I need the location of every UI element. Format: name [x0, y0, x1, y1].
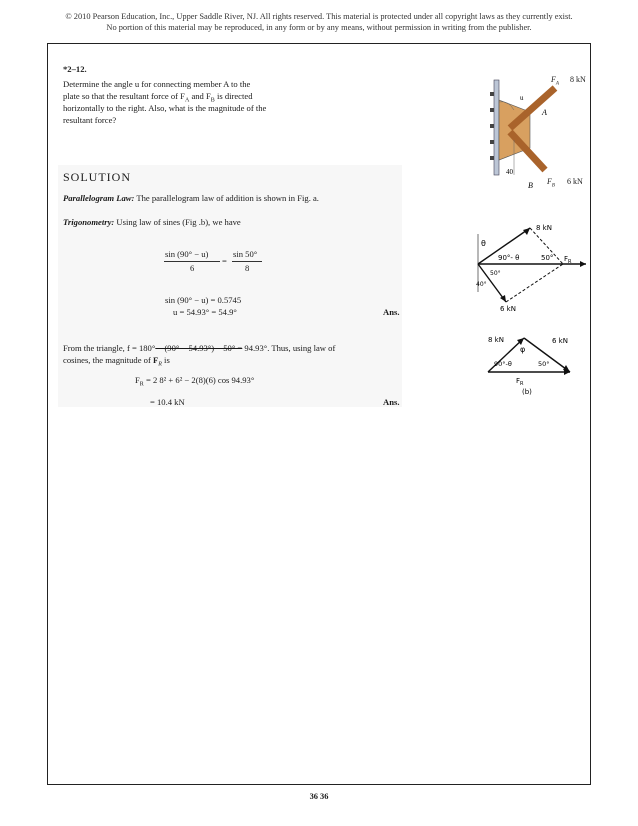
eq4: $F_R = 2$ 8² + 6² − 2(8)(6) cos 94.93°: [135, 375, 255, 388]
page-number: 36 36: [309, 792, 329, 801]
eq1-equals: =: [222, 256, 227, 266]
theta-label: θ: [481, 239, 486, 248]
angle-40-label: 40: [506, 168, 513, 176]
6kn-label: 6 kN: [500, 305, 516, 312]
caption-b: (b): [522, 388, 532, 396]
b-90-theta-label: 90°-θ: [494, 360, 512, 368]
8kn-label: 8 kN: [536, 224, 552, 232]
copyright-line-1: © 2010 Pearson Education, Inc., Upper Saddle River, NJ. All rights reserved. This material is protected under all copyright laws as they currently exist.: [65, 12, 573, 21]
eq1-num-right: sin 50°: [233, 249, 258, 259]
eq3: u = 54.93° = 54.9°: [173, 307, 237, 317]
40-label: 40°: [476, 281, 487, 288]
eq5: = 10.4 kN: [150, 397, 185, 407]
problem-text-line-4: resultant force?: [63, 115, 117, 125]
triangle-text-line-2: cosines, the magnitude of $F_R$ is: [63, 355, 170, 368]
eq1-num-left: sin (90° − u): [165, 249, 209, 259]
phi-label: φ: [520, 345, 526, 354]
fb-label: $F_B$: [547, 177, 555, 189]
a-label: A: [542, 108, 547, 117]
90-theta-label: 90°- θ: [498, 254, 520, 262]
u-label: u: [520, 94, 524, 102]
b-6kn-label: 6 kN: [552, 337, 568, 345]
problem-text-line-2: plate so that the resultant force of $F_A$ and $F_B$ is directed: [63, 91, 253, 104]
ans-label-1: Ans.: [383, 307, 400, 317]
figure-b-triangle: [472, 328, 590, 400]
b-fr-label: $F_R$: [516, 377, 524, 387]
problem-text-line-1: Determine the angle u for connecting member A to the: [63, 79, 251, 89]
eq2: sin (90° − u) = 0.5745: [165, 295, 242, 305]
problem-number: *2–12.: [63, 64, 87, 74]
50-label: 50°: [541, 254, 554, 262]
problem-text-line-3: horizontally to the right. Also, what is the magnitude of the: [63, 103, 267, 113]
solution-heading: SOLUTION: [63, 170, 131, 184]
fb-magnitude: 6 kN: [567, 177, 583, 186]
fa-magnitude: 8 kN: [570, 75, 586, 84]
b-label: B: [528, 181, 533, 190]
copyright-line-2: No portion of this material may be reproduced, in any form or by any means, without permission in writing from the publisher.: [106, 23, 532, 32]
fr-label: $F_R$: [564, 255, 572, 265]
b-8kn-label: 8 kN: [488, 336, 504, 344]
eq1-den-right: 8: [245, 263, 250, 273]
fa-label: $F_A$: [551, 75, 559, 87]
ans-label-2: Ans.: [383, 397, 400, 407]
trigonometry-line: Trigonometry: Using law of sines (Fig .b), we have: [63, 217, 241, 227]
eq1-den-left: 6: [190, 263, 195, 273]
figure-a-parallelogram: [468, 220, 590, 312]
50-inner-label: 50°: [490, 270, 501, 277]
b-50-label: 50°: [538, 360, 550, 368]
parallelogram-law-line: Parallelogram Law: The parallelogram law of addition is shown in Fig. a.: [63, 193, 319, 203]
wall-plate: [494, 80, 499, 175]
triangle-text-line-1: From the triangle, f = 180° − (90° − 54.93°) − 50° = 94.93°. Thus, using law of: [63, 343, 336, 353]
